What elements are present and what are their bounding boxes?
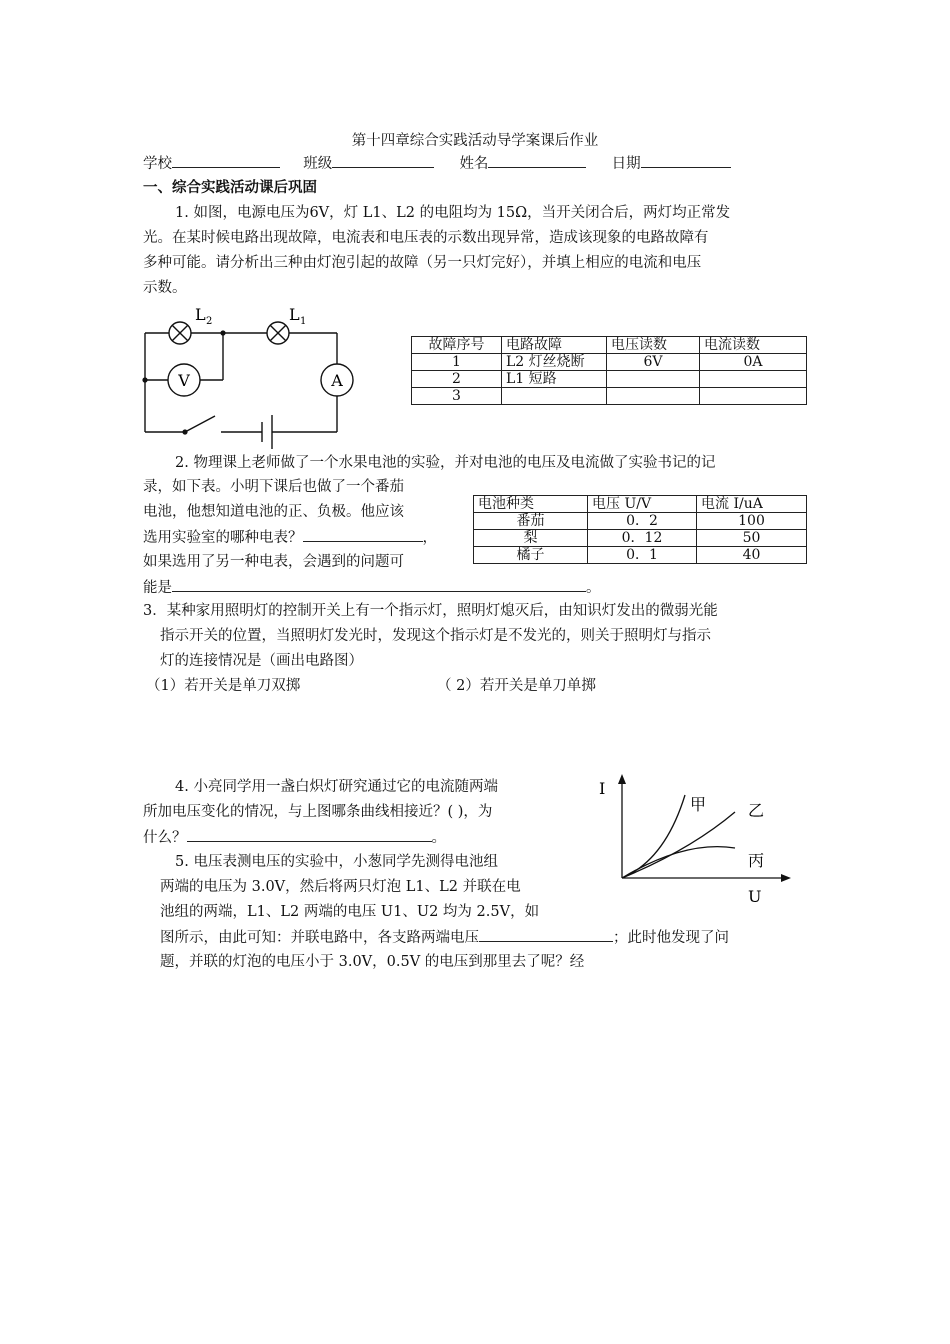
header-fields bbox=[143, 151, 808, 176]
curve-label-bing: 丙 bbox=[748, 851, 765, 870]
table-header-cell: 故障序号 bbox=[412, 337, 502, 354]
table-cell: 0．12 bbox=[588, 530, 697, 547]
table-cell[interactable] bbox=[607, 388, 700, 405]
table-row bbox=[412, 371, 807, 388]
q4-why: 什么？ bbox=[143, 830, 187, 846]
q5-line-2: 两端的电压为 3.0V，然后将两只灯泡 L1、L2 并联在电 bbox=[160, 879, 521, 895]
table-header-cell: 电流 I/uA bbox=[697, 496, 807, 513]
table-cell[interactable] bbox=[700, 371, 807, 388]
table-cell: L2 灯丝烧断 bbox=[502, 354, 607, 371]
table-header-cell: 电流读数 bbox=[700, 337, 807, 354]
table-cell: 6V bbox=[607, 354, 700, 371]
table-header-cell: 电路故障 bbox=[502, 337, 607, 354]
l1-label: L bbox=[289, 305, 300, 324]
table-header-row bbox=[474, 496, 807, 513]
iu-graph bbox=[595, 770, 795, 910]
table-cell: 40 bbox=[697, 547, 807, 564]
q4-line-1: 4. 小亮同学用一盏白炽灯研究通过它的电流随两端 bbox=[175, 779, 498, 795]
table-row bbox=[412, 354, 807, 371]
circuit-diagram bbox=[135, 300, 370, 450]
x-arrow-icon bbox=[781, 874, 791, 882]
table-cell: 番茄 bbox=[474, 513, 588, 530]
junction-dot bbox=[142, 377, 147, 382]
q3-line-3: 灯的连接情况是（画出电路图） bbox=[160, 653, 363, 669]
l1-subscript: 1 bbox=[300, 316, 307, 327]
class-label: 班级 bbox=[303, 156, 333, 172]
q5-line-5: 题，并联的灯泡的电压小于 3.0V，0.5V 的电压到那里去了呢？经 bbox=[160, 954, 585, 970]
x-axis-label: U bbox=[748, 887, 762, 906]
q3-option-1: （1）若开关是单刀双掷 bbox=[146, 678, 301, 694]
bulb-l1-icon bbox=[267, 322, 289, 344]
table-cell[interactable] bbox=[700, 388, 807, 405]
q2-line-1: 2. 物理课上老师做了一个水果电池的实验，并对电池的电压及电流做了实验书记的记 bbox=[175, 455, 716, 471]
q4-end-punct: 。 bbox=[431, 830, 446, 846]
q1-line-1: 1. 如图，电源电压为6V，灯 L1、L2 的电阻均为 15Ω，当开关闭合后，两灯均正常发 bbox=[175, 205, 731, 221]
q2-question: 选用实验室的哪种电表？ bbox=[143, 530, 303, 546]
fault-table bbox=[411, 336, 807, 405]
q2-problem-label: 能是 bbox=[143, 580, 172, 596]
table-cell: 3 bbox=[412, 388, 502, 405]
q1-line-4: 示数。 bbox=[143, 280, 187, 296]
voltmeter-label: V bbox=[178, 371, 190, 390]
l2-subscript: 2 bbox=[206, 316, 213, 327]
table-cell[interactable] bbox=[607, 371, 700, 388]
q5-continuation: ；此时他发现了问 bbox=[613, 930, 729, 946]
q2-line-6 bbox=[143, 575, 808, 600]
table-row bbox=[474, 530, 807, 547]
table-header-cell: 电压读数 bbox=[607, 337, 700, 354]
table-cell: 2 bbox=[412, 371, 502, 388]
table-row bbox=[474, 513, 807, 530]
section-heading: 一、综合实践活动课后巩固 bbox=[143, 180, 317, 196]
date-label: 日期 bbox=[611, 156, 641, 172]
curve-label-yi: 乙 bbox=[748, 801, 765, 820]
table-cell: 0．1 bbox=[588, 547, 697, 564]
table-cell: L1 短路 bbox=[502, 371, 607, 388]
q4-answer-blank[interactable] bbox=[187, 825, 432, 842]
y-axis-label: I bbox=[599, 779, 606, 798]
date-blank[interactable] bbox=[641, 151, 731, 168]
battery-icon bbox=[262, 415, 272, 449]
meter-answer-blank[interactable] bbox=[303, 525, 423, 542]
q5-statement: 图所示，由此可知：并联电路中，各支路两端电压 bbox=[160, 930, 479, 946]
table-cell: 100 bbox=[697, 513, 807, 530]
q2-end-punct: 。 bbox=[586, 580, 601, 596]
problem-answer-blank[interactable] bbox=[172, 575, 586, 592]
q3-option-2: （ 2）若开关是单刀单掷 bbox=[437, 678, 596, 694]
y-arrow-icon bbox=[618, 774, 626, 784]
table-cell: 0．2 bbox=[588, 513, 697, 530]
l2-label: L bbox=[195, 305, 206, 324]
q4-line-2: 所加电压变化的情况，与上图哪条曲线相接近？( )，为 bbox=[143, 804, 493, 820]
table-row bbox=[474, 547, 807, 564]
bulb-l2-icon bbox=[169, 322, 191, 344]
table-cell: 梨 bbox=[474, 530, 588, 547]
q5-line-4 bbox=[160, 925, 825, 950]
q5-answer-blank[interactable] bbox=[479, 925, 613, 942]
table-cell: 橘子 bbox=[474, 547, 588, 564]
q2-line-2: 录，如下表。小明下课后也做了一个番茄 bbox=[143, 479, 404, 495]
q2-line-5: 如果选用了另一种电表，会遇到的问题可 bbox=[143, 554, 404, 570]
table-header-row bbox=[412, 337, 807, 354]
q1-line-2: 光。在某时候电路出现故障，电流表和电压表的示数出现异常，造成该现象的电路故障有 bbox=[143, 230, 709, 246]
junction-dot bbox=[182, 429, 187, 434]
table-cell: 1 bbox=[412, 354, 502, 371]
q2-line-3: 电池，他想知道电池的正、负极。他应该 bbox=[143, 504, 404, 520]
q3-line-1: 3．某种家用照明灯的控制开关上有一个指示灯，照明灯熄灭后，由知识灯发出的微弱光能 bbox=[143, 603, 718, 619]
curve-jia bbox=[622, 795, 685, 878]
q2-punct: ， bbox=[422, 530, 437, 546]
ammeter-label: A bbox=[331, 371, 343, 390]
table-header-cell: 电池种类 bbox=[474, 496, 588, 513]
q5-line-3: 池组的两端，L1、L2 两端的电压 U1、U2 均为 2.5V，如 bbox=[160, 904, 540, 920]
name-label: 姓名 bbox=[459, 156, 489, 172]
q1-line-3: 多种可能。请分析出三种由灯泡引起的故障（另一只灯完好），并填上相应的电流和电压 bbox=[143, 255, 702, 271]
school-label: 学校 bbox=[143, 156, 172, 172]
q3-line-2: 指示开关的位置，当照明灯发光时，发现这个指示灯是不发光的，则关于照明灯与指示 bbox=[160, 628, 711, 644]
page-title: 第十四章综合实践活动导学案课后作业 bbox=[351, 133, 599, 149]
table-cell[interactable] bbox=[502, 388, 607, 405]
q5-line-1: 5. 电压表测电压的实验中，小葱同学先测得电池组 bbox=[175, 854, 498, 870]
class-blank[interactable] bbox=[332, 151, 434, 168]
table-header-cell: 电压 U/V bbox=[588, 496, 697, 513]
table-cell: 0A bbox=[700, 354, 807, 371]
curve-label-jia: 甲 bbox=[690, 795, 707, 814]
junction-dot bbox=[220, 330, 225, 335]
school-blank[interactable] bbox=[172, 151, 280, 168]
name-blank[interactable] bbox=[488, 151, 586, 168]
table-cell: 50 bbox=[697, 530, 807, 547]
table-row bbox=[412, 388, 807, 405]
battery-table bbox=[473, 495, 807, 564]
